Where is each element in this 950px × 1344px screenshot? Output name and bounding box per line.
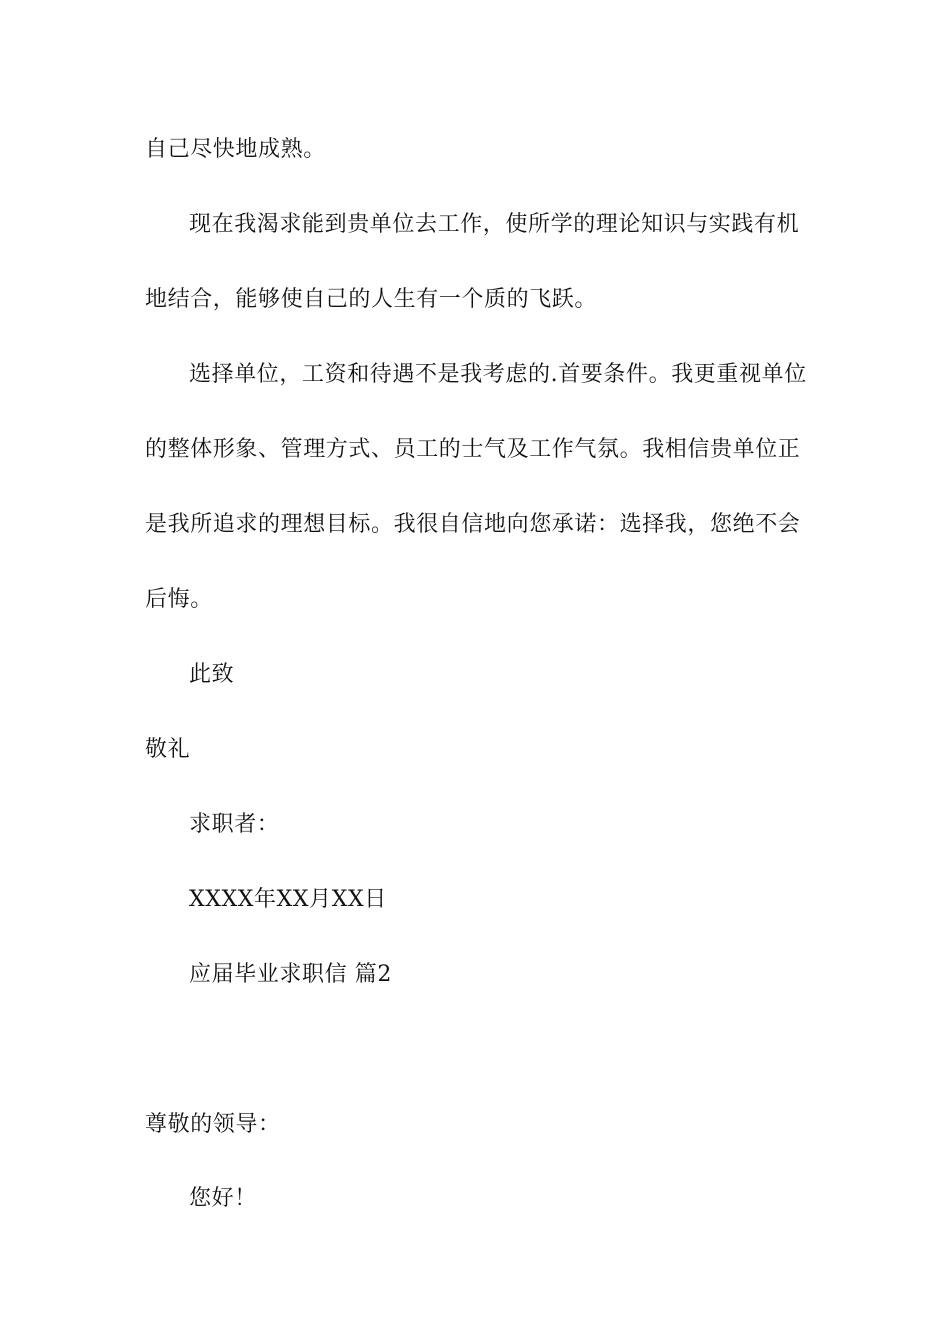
paragraph-line: 是我所追求的理想目标。我很自信地向您承诺：选择我，您绝不会 xyxy=(145,512,801,537)
paragraph-line: 现在我渴求能到贵单位去工作，使所学的理论知识与实践有机 xyxy=(189,212,800,237)
section-title: 应届毕业求职信 篇2 xyxy=(189,962,392,987)
closing-line: 此致 xyxy=(189,662,235,687)
signature-label: 求职者： xyxy=(189,812,280,837)
closing-salutation: 敬礼 xyxy=(145,737,191,762)
paragraph-line: 地结合，能够使自己的人生有一个质的飞跃。 xyxy=(145,287,598,312)
paragraph-line: 的整体形象、管理方式、员工的士气及工作气氛。我相信贵单位正 xyxy=(145,437,801,462)
paragraph-line: 后悔。 xyxy=(145,587,213,612)
paragraph-line: 选择单位，工资和待遇不是我考虑的.首要条件。我更重视单位 xyxy=(189,362,807,387)
paragraph-line: 自己尽快地成熟。 xyxy=(145,137,326,162)
greeting-line: 您好！ xyxy=(189,1186,257,1211)
greeting-line: 尊敬的领导： xyxy=(145,1112,281,1137)
date-line: XXXX年XX月XX日 xyxy=(189,887,387,912)
